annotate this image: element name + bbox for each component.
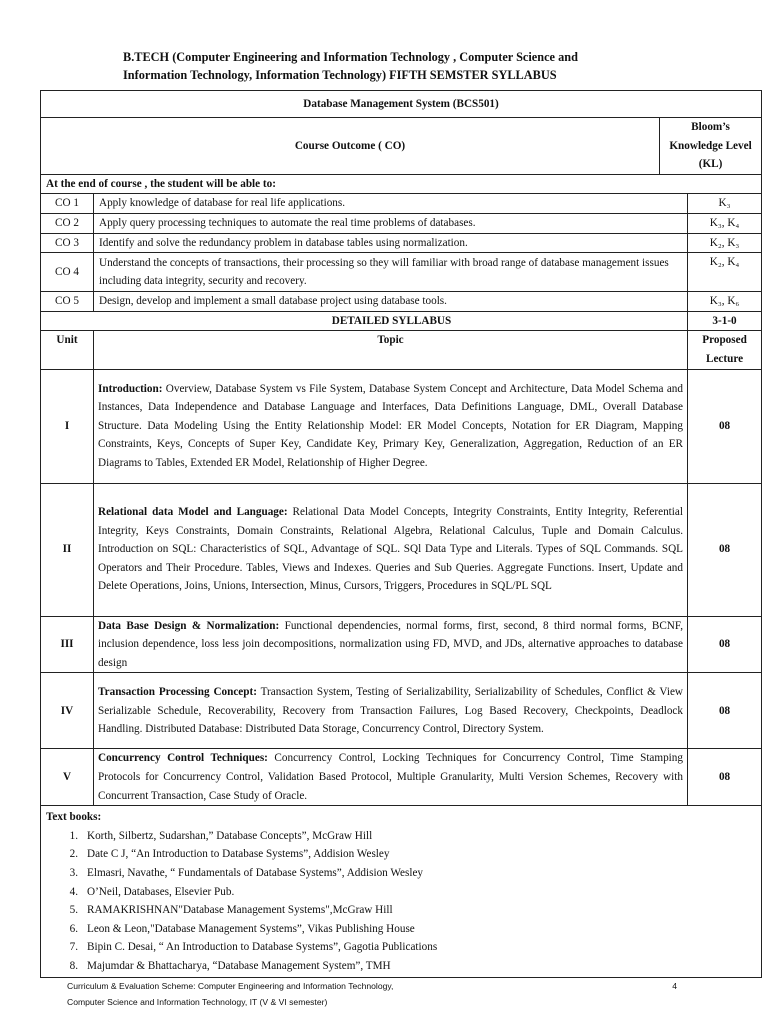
co-row [41, 253, 762, 292]
unit-row [41, 483, 762, 616]
syllabus-table [40, 90, 762, 978]
textbook-item [46, 864, 756, 883]
unit-row [41, 616, 762, 673]
co-row [41, 213, 762, 233]
unit-number: III [41, 616, 94, 673]
unit-topic-text: Transaction System, Testing of Serializability, Serializability of Schedules, Conflict & View Serializable Schedule, Recoverability, Recovery from Transaction Failures, Log Based Recovery, Checkpoints, Deadlock Handling. Distributed Database: Distributed Data Storage, Concurrency Control, Directory System. [98, 685, 683, 736]
unit-row [41, 673, 762, 749]
textbook-number: 1. [69, 829, 78, 842]
unit-row [41, 369, 762, 483]
co-code: CO 3 [41, 233, 94, 253]
unit-lectures: 08 [688, 673, 762, 749]
co-text: Apply knowledge of database for real life applications. [94, 194, 688, 214]
co-code: CO 1 [41, 194, 94, 214]
page-footer [67, 978, 707, 1010]
co-kl: K₂, K₃ [688, 233, 762, 253]
unit-lectures: 08 [688, 369, 762, 483]
heading-line-2: Information Technology, Information Technology) FIFTH SEMSTER SYLLABUS [123, 68, 557, 82]
co-text: Understand the concepts of transactions, their processing so they will familiar with broad range of database management issues including data integrity, security and recovery. [94, 253, 688, 292]
course-title: Database Management System (BCS501) [41, 91, 762, 118]
unit-topic-text: Overview, Database System vs File System, Database System Concept and Architecture, Data Model Schema and Instances, Data Independence and Database Language and Interfaces, Data Definitions Language, DML, Overall Database Structure. Data Modeling Using the Entity Relationship Model: ER Model Concepts, Notation for ER Diagram, Mapping Constraints, Keys, Concepts of Super Key, Candidate Key, Primary Key, Generalization, Aggregation, Reduction of an ER Diagrams to Tables, Extended ER Model, Relationship of Higher Degree. [98, 382, 683, 469]
textbook-item [46, 901, 756, 920]
unit-topic-title: Relational data Model and Language: [98, 506, 288, 519]
course-intro: At the end of course , the student will be able to: [41, 174, 762, 194]
textbook-item [46, 957, 756, 976]
unit-lectures: 08 [688, 616, 762, 673]
lecture-header: Proposed Lecture [688, 331, 762, 369]
textbook-number: 3. [69, 866, 78, 879]
unit-number: V [41, 749, 94, 806]
page-number: 4 [672, 981, 677, 991]
page-heading [123, 48, 723, 84]
footer-line-1: Curriculum & Evaluation Scheme: Computer Engineering and Information Technology, [67, 981, 394, 991]
unit-topic [94, 616, 688, 673]
unit-topic [94, 369, 688, 483]
textbook-text: RAMAKRISHNAN"Database Management Systems",McGraw Hill [87, 904, 393, 917]
textbook-number: 7. [69, 941, 78, 954]
textbook-item [46, 938, 756, 957]
unit-topic-text: Concurrency Control, Locking Techniques for Concurrency Control, Time Stamping Protocols for Concurrency Control, Validation Based Protocol, Multiple Granularity, Multi Version Schemes, Recovery with Concurrent Transaction, Case Study of Oracle. [98, 752, 683, 802]
textbook-item [46, 845, 756, 864]
co-row [41, 292, 762, 312]
textbook-text: Majumdar & Bhattacharya, “Database Management System”, TMH [87, 959, 391, 972]
textbook-text: Bipin C. Desai, “ An Introduction to Database Systems”, Gagotia Publications [87, 941, 438, 954]
unit-topic-text: Relational Data Model Concepts, Integrity Constraints, Entity Integrity, Referential Integrity, Keys Constraints, Domain Constraints, Relational Algebra, Relational Calculus, Tuple and Domain Calculus. Introduction on SQL: Characteristics of SQL, Advantage of SQL. SQl Data Type and Literals. Types of SQL Commands. SQL Operators and Their Procedure. Tables, Views and Indexes. Queries and Sub Queries. Aggregate Functions. Insert, Update and Delete Operations, Joins, Unions, Intersection, Minus, Cursors, Triggers, Procedures in SQL/PL SQL [98, 506, 683, 593]
ltp: 3-1-0 [688, 311, 762, 331]
textbook-number: 4. [69, 885, 78, 898]
textbook-number: 8. [69, 959, 78, 972]
unit-lectures: 08 [688, 483, 762, 616]
co-text: Identify and solve the redundancy problem in database tables using normalization. [94, 233, 688, 253]
textbook-text: Elmasri, Navathe, “ Fundamentals of Database Systems”, Addision Wesley [87, 866, 423, 879]
textbook-item [46, 883, 756, 902]
unit-lectures: 08 [688, 749, 762, 806]
textbook-number: 5. [69, 904, 78, 917]
textbooks-section [41, 806, 762, 978]
co-text: Apply query processing techniques to automate the real time problems of databases. [94, 213, 688, 233]
unit-topic-title: Introduction: [98, 382, 163, 395]
unit-header: Unit [41, 331, 94, 369]
co-code: CO 5 [41, 292, 94, 312]
textbook-text: Leon & Leon,"Database Management Systems”, Vikas Publishing House [87, 922, 415, 935]
textbooks-list [46, 827, 756, 976]
unit-number: II [41, 483, 94, 616]
textbook-item [46, 920, 756, 939]
co-code: CO 4 [41, 253, 94, 292]
co-code: CO 2 [41, 213, 94, 233]
co-kl: K₂, K₄ [688, 253, 762, 292]
textbooks-title: Text books: [46, 811, 102, 824]
unit-topic [94, 483, 688, 616]
unit-number: I [41, 369, 94, 483]
co-kl: K₃, K₄ [688, 213, 762, 233]
co-text: Design, develop and implement a small database project using database tools. [94, 292, 688, 312]
co-row [41, 233, 762, 253]
textbook-number: 2. [69, 848, 78, 861]
co-row [41, 194, 762, 214]
textbook-text: Date C J, “An Introduction to Database Systems”, Addision Wesley [87, 848, 390, 861]
textbook-number: 6. [69, 922, 78, 935]
footer-line-2: Computer Science and Information Technology, IT (V & VI semester) [67, 997, 328, 1007]
textbook-text: Korth, Silbertz, Sudarshan,” Database Concepts”, McGraw Hill [87, 829, 373, 842]
kl-header: Bloom’s Knowledge Level (KL) [660, 118, 762, 175]
unit-topic-title: Data Base Design & Normalization: [98, 619, 280, 632]
topic-header: Topic [94, 331, 688, 369]
unit-number: IV [41, 673, 94, 749]
co-header: Course Outcome ( CO) [41, 118, 660, 175]
unit-topic-text: Functional dependencies, normal forms, first, second, 8 third normal forms, BCNF, inclusion dependence, loss less join decompositions, normalization using FD, MVD, and JDs, alternative approaches to database design [98, 619, 683, 669]
unit-topic [94, 673, 688, 749]
co-kl: K₃ [688, 194, 762, 214]
heading-line-1: B.TECH (Computer Engineering and Information Technology , Computer Science and [123, 50, 578, 64]
co-kl: K₃, K₆ [688, 292, 762, 312]
unit-topic [94, 749, 688, 806]
unit-topic-title: Transaction Processing Concept: [98, 685, 257, 698]
textbook-item [46, 827, 756, 846]
unit-topic-title: Concurrency Control Techniques: [98, 752, 268, 765]
unit-row [41, 749, 762, 806]
detailed-syllabus-title: DETAILED SYLLABUS [41, 311, 688, 331]
textbook-text: O’Neil, Databases, Elsevier Pub. [87, 885, 235, 898]
